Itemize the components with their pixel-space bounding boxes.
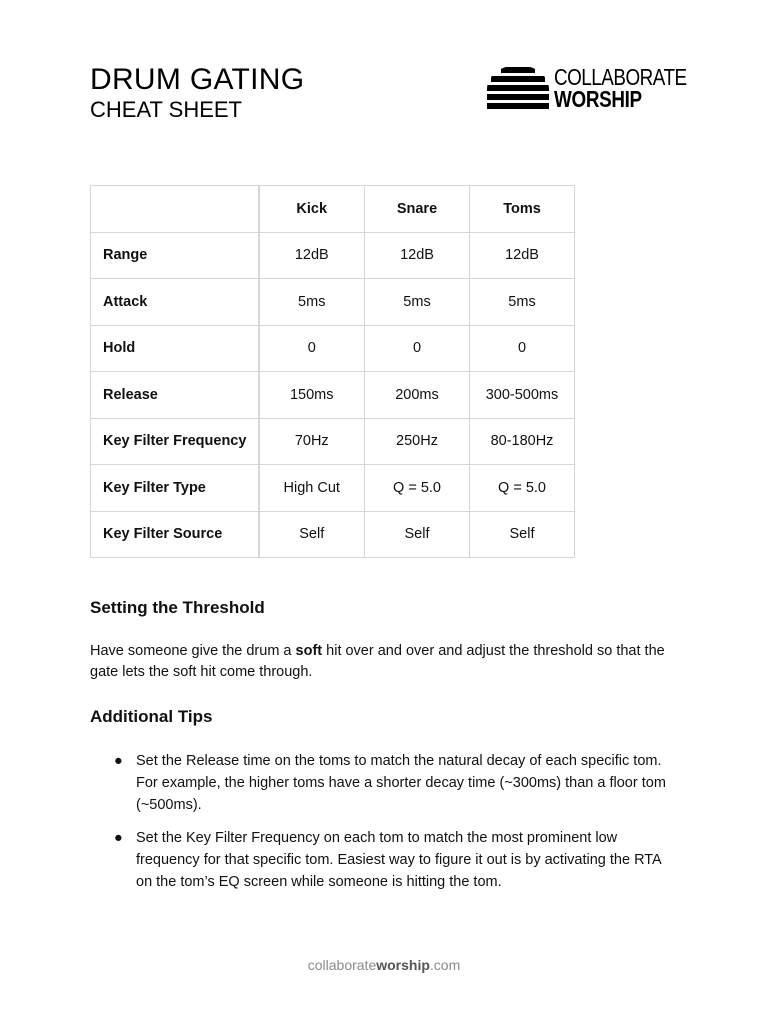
page-title: DRUM GATING (90, 63, 305, 96)
table-cell: Self (259, 511, 365, 558)
column-header-blank (91, 186, 259, 233)
page-subtitle: CHEAT SHEET (90, 97, 242, 122)
table-cell: Self (365, 511, 470, 558)
tips-heading: Additional Tips (90, 707, 213, 726)
logo-wordmark (554, 66, 716, 110)
table-row (91, 372, 575, 419)
row-label: Hold (91, 325, 259, 372)
tip-text: Set the Release time on the toms to match the natural decay of each specific tom. For example, the higher toms have a shorter decay time (~300ms) than a floor tom (~500ms). (136, 753, 666, 813)
table-cell: 5ms (365, 279, 470, 326)
table-cell: High Cut (259, 465, 365, 512)
table-cell: 12dB (365, 232, 470, 279)
row-label: Key Filter Source (91, 511, 259, 558)
footer-url (0, 957, 768, 973)
bullet-icon: ● (114, 830, 123, 846)
table-row (91, 325, 575, 372)
logo-line-2: WORSHIP (554, 86, 642, 112)
threshold-text-bold: soft (295, 643, 323, 659)
logo-stripes-icon (487, 65, 549, 111)
table-cell: 5ms (259, 279, 365, 326)
row-label: Attack (91, 279, 259, 326)
column-header-snare: Snare (365, 186, 470, 233)
table-cell: Q = 5.0 (470, 465, 575, 512)
footer-url-part1: collaborate (307, 957, 377, 973)
table-cell: 80-180Hz (470, 418, 575, 465)
footer-url-part3: .com (429, 957, 461, 973)
threshold-paragraph (90, 641, 670, 683)
gating-settings-table (90, 185, 575, 558)
table-cell: Self (470, 511, 575, 558)
footer-url-part2: worship (376, 957, 430, 973)
column-header-toms: Toms (470, 186, 575, 233)
table-row (91, 279, 575, 326)
table-cell: 300-500ms (470, 372, 575, 419)
table-cell: 12dB (470, 232, 575, 279)
table-cell: 0 (365, 325, 470, 372)
brand-logo (487, 65, 716, 111)
table-cell: 200ms (365, 372, 470, 419)
table-cell: 70Hz (259, 418, 365, 465)
logo-line-1: COLLABORATE (554, 64, 687, 90)
table-header-row (91, 186, 575, 233)
bullet-icon: ● (114, 753, 123, 769)
table-cell: 5ms (470, 279, 575, 326)
threshold-heading: Setting the Threshold (90, 598, 265, 617)
title-block (90, 63, 304, 123)
list-item (90, 750, 670, 816)
threshold-text-after: hit over and over and adjust the threshold so that the gate lets the soft hit come through. (90, 643, 665, 680)
tips-list (90, 750, 670, 904)
tip-text: Set the Key Filter Frequency on each tom to match the most prominent low frequency for that specific tom. Easiest way to figure it out is by activating the RTA on the tom’s EQ screen while someone is hitting the tom. (136, 830, 661, 890)
table-cell: 0 (259, 325, 365, 372)
list-item (90, 827, 670, 893)
table-cell: 250Hz (365, 418, 470, 465)
table-row (91, 232, 575, 279)
table-cell: 12dB (259, 232, 365, 279)
row-label: Release (91, 372, 259, 419)
row-label: Key Filter Type (91, 465, 259, 512)
column-header-kick: Kick (259, 186, 365, 233)
table-cell: 0 (470, 325, 575, 372)
table-cell: Q = 5.0 (365, 465, 470, 512)
table-cell: 150ms (259, 372, 365, 419)
row-label: Key Filter Frequency (91, 418, 259, 465)
table-row (91, 465, 575, 512)
threshold-text-before: Have someone give the drum a (90, 643, 296, 659)
table-row (91, 511, 575, 558)
row-label: Range (91, 232, 259, 279)
table-row (91, 418, 575, 465)
